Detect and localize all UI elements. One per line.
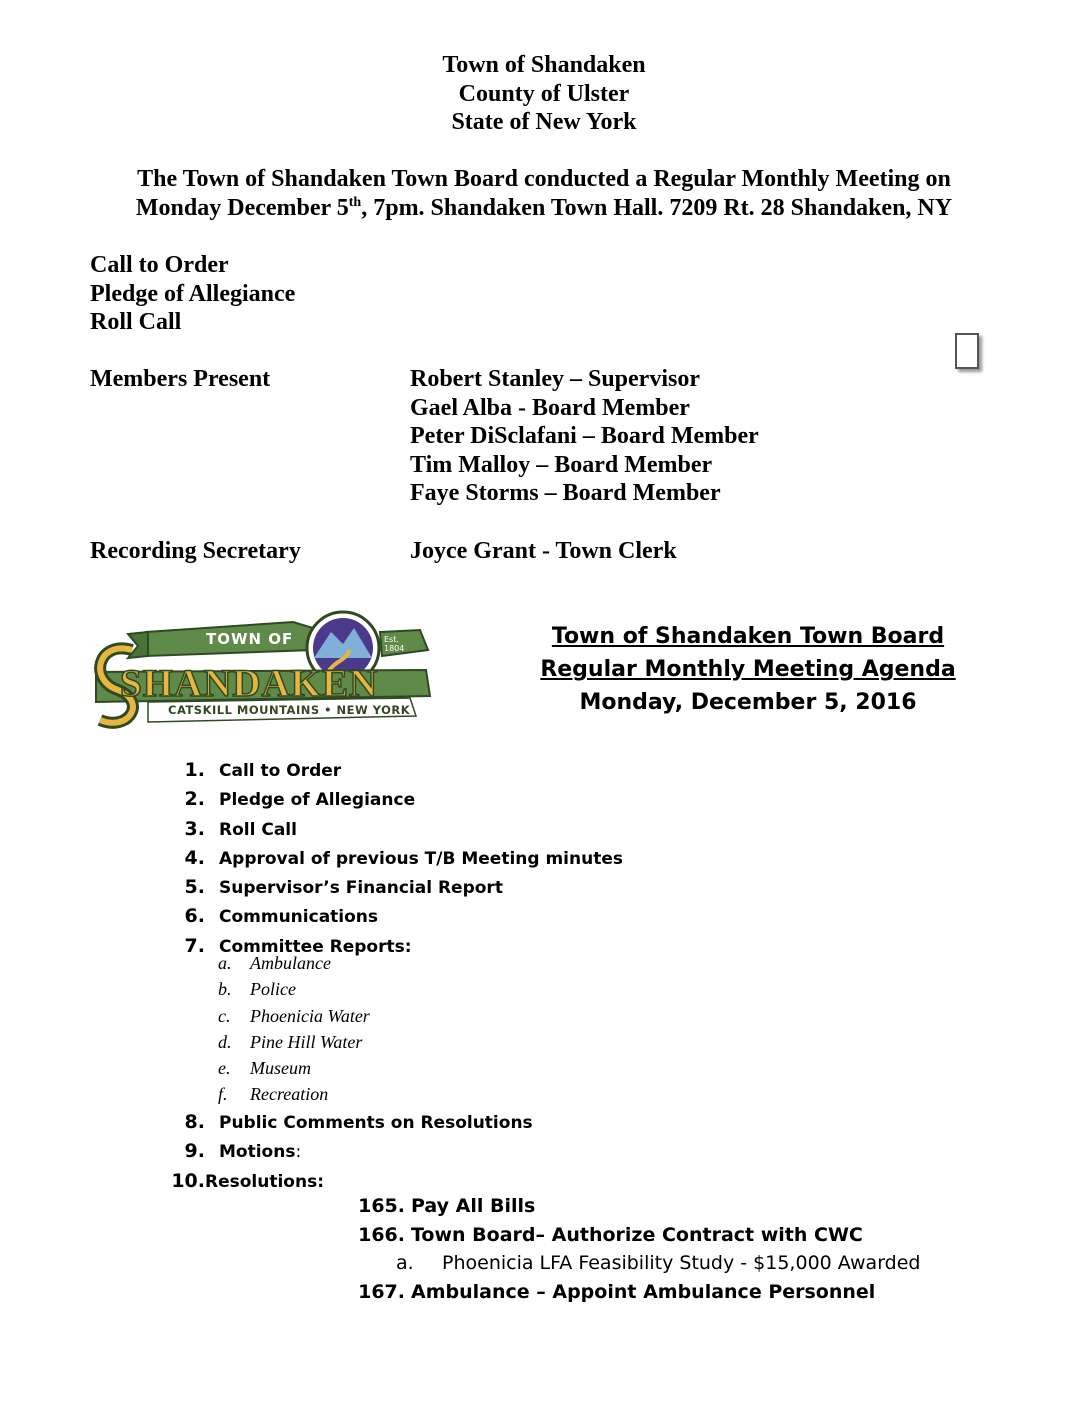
- item-number: 7.: [184, 934, 205, 957]
- resolution-167: [355, 1278, 875, 1307]
- item-label-wrap: [219, 1138, 301, 1166]
- logo-est-year: 1804: [384, 644, 405, 653]
- resolution-166: [355, 1221, 863, 1250]
- sub-letter: a.: [396, 1252, 414, 1274]
- agenda-date: Monday, December 5, 2016: [579, 690, 917, 715]
- header-state: State of New York: [451, 109, 637, 135]
- sub-label: Pine Hill Water: [250, 1031, 363, 1052]
- member-board-2: Peter DiSclafani – Board Member: [410, 423, 759, 449]
- member-board-3: Tim Malloy – Board Member: [410, 451, 713, 478]
- item-number: 2.: [184, 788, 205, 811]
- resolution-number: 167.: [358, 1281, 405, 1303]
- logo-est-label: Est.: [384, 635, 399, 644]
- list-item: [218, 1081, 370, 1107]
- item-number: 10.: [171, 1169, 205, 1192]
- item-label: Call to Order: [219, 761, 342, 781]
- item-label: Pledge of Allegiance: [219, 790, 416, 811]
- resolution-label: Pay All Bills: [411, 1195, 536, 1217]
- list-item: [150, 844, 623, 873]
- logo-tagline: CATSKILL MOUNTAINS • NEW YORK: [168, 703, 411, 717]
- agenda-subtitle: Regular Monthly Meeting Agenda: [540, 657, 956, 682]
- intro-line-2: [0, 194, 1088, 223]
- agenda-list: [150, 756, 623, 961]
- opening-pledge: Pledge of Allegiance: [90, 280, 296, 307]
- intro-date-suffix: th: [348, 194, 362, 210]
- opening-call-to-order: Call to Order: [90, 252, 229, 278]
- resolution-number: 166.: [358, 1224, 405, 1246]
- sub-letter: e.: [218, 1058, 231, 1079]
- item-label-suffix: :: [295, 1142, 302, 1163]
- meeting-intro: [0, 165, 1088, 222]
- resolution-label: Ambulance – Appoint Ambulance Personnel: [411, 1281, 876, 1303]
- item-label: Resolutions:: [205, 1171, 324, 1192]
- sub-label: Ambulance: [250, 953, 331, 973]
- sub-letter: d.: [218, 1031, 232, 1052]
- item-number: 6.: [184, 905, 205, 928]
- resolution-number: 165.: [358, 1195, 405, 1217]
- list-item: [218, 1003, 370, 1029]
- list-item: [150, 785, 623, 814]
- intro-location: , 7pm. Shandaken Town Hall. 7209 Rt. 28 Shandaken, NY: [361, 194, 953, 221]
- agenda-header: [530, 620, 966, 719]
- list-item: [150, 1137, 533, 1166]
- resolution-166-sub: [396, 1249, 920, 1277]
- member-board-4: Faye Storms – Board Member: [410, 480, 721, 506]
- item-label: Committee Reports:: [219, 936, 412, 957]
- resolution-label: Town Board– Authorize Contract with CWC: [411, 1224, 863, 1246]
- item-label: Communications: [219, 907, 379, 928]
- members-label: Members Present: [90, 366, 271, 392]
- item-label: Roll Call: [219, 819, 297, 840]
- member-supervisor: Robert Stanley – Supervisor: [410, 366, 700, 392]
- header-town: Town of Shandaken: [442, 52, 646, 78]
- sub-letter: f.: [218, 1084, 228, 1105]
- missing-glyph-icon: [955, 333, 979, 369]
- list-item: [218, 1055, 370, 1081]
- sub-label: Phoenicia Water: [250, 1005, 370, 1026]
- opening-roll-call: Roll Call: [90, 309, 182, 335]
- item-label: Approval of previous T/B Meeting minutes: [219, 848, 623, 869]
- secretary-name: Joyce Grant - Town Clerk: [410, 538, 677, 564]
- intro-date: Monday December 5: [135, 194, 349, 221]
- town-logo: [88, 610, 433, 735]
- item-label: Motions: [219, 1142, 296, 1163]
- list-item: [150, 815, 623, 844]
- item-number: 9.: [184, 1140, 205, 1163]
- item-number: 1.: [184, 759, 205, 781]
- item-label: Supervisor’s Financial Report: [219, 878, 503, 899]
- members-list: [410, 365, 759, 508]
- committee-reports-list: [218, 950, 370, 1108]
- document-header: [0, 51, 1088, 137]
- item-number: 3.: [184, 817, 205, 840]
- item-label: Public Comments on Resolutions: [219, 1113, 533, 1133]
- agenda-list-continued: [150, 1108, 533, 1196]
- list-item: [150, 1108, 533, 1137]
- header-county: County of Ulster: [458, 80, 630, 107]
- logo-town-name: SHANDAKEN: [120, 662, 379, 705]
- sub-letter: a.: [218, 953, 232, 973]
- sub-letter: b.: [218, 979, 232, 1000]
- sub-letter: c.: [218, 1005, 231, 1026]
- list-item: [218, 950, 370, 976]
- secretary-label: Recording Secretary: [90, 538, 301, 564]
- list-item: [150, 902, 623, 931]
- item-number: 5.: [184, 876, 205, 899]
- list-item: [150, 873, 623, 902]
- list-item: [218, 1029, 370, 1055]
- list-item: [150, 756, 623, 785]
- sub-label: Museum: [250, 1058, 311, 1079]
- item-number: 4.: [184, 846, 205, 869]
- opening-list: [90, 251, 295, 337]
- sub-label: Police: [250, 979, 296, 1000]
- resolution-165: [355, 1192, 535, 1221]
- sub-label: Phoenicia LFA Feasibility Study - $15,000 Awarded: [442, 1252, 921, 1274]
- list-item: [218, 976, 370, 1002]
- logo-town-of: TOWN OF: [206, 630, 294, 648]
- sub-label: Recreation: [250, 1084, 329, 1105]
- item-number: 8.: [184, 1111, 205, 1133]
- member-board-1: Gael Alba - Board Member: [410, 394, 690, 421]
- logo-est: [384, 635, 404, 653]
- intro-line-1: The Town of Shandaken Town Board conducted a Regular Monthly Meeting on: [137, 166, 951, 192]
- agenda-title: Town of Shandaken Town Board: [551, 624, 945, 649]
